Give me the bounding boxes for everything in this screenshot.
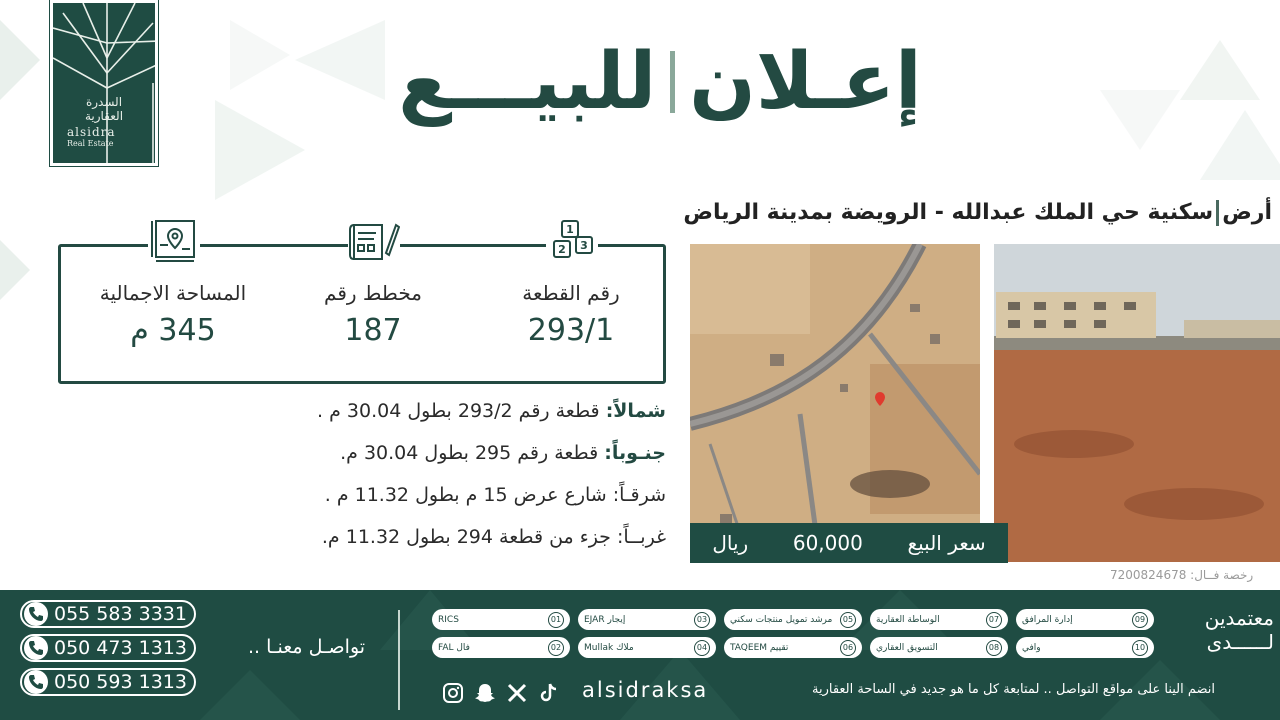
partner-03 <box>578 609 716 630</box>
total-area-label: المساحة الاجمالية <box>99 281 247 305</box>
boundary-south <box>66 438 666 480</box>
partner-03-name: إيجار EJAR <box>584 614 626 625</box>
bg-triangle <box>0 20 40 100</box>
license-number: رخصة فــال: 7200824678 <box>1110 568 1254 582</box>
property-info-box <box>58 223 666 384</box>
logo-ar-line2: العقارية <box>84 109 124 123</box>
partner-06 <box>724 637 862 658</box>
tiktok-icon[interactable] <box>536 680 562 706</box>
boundaries-list <box>66 396 666 564</box>
social-handle[interactable]: alsidraksa <box>582 678 709 702</box>
partner-08-num: 08 <box>986 640 1002 656</box>
accredited-line2: لــــــدى <box>1206 630 1274 654</box>
boundary-west-text: جزء من قطعة 294 بطول 11.32 م. <box>321 526 617 548</box>
bg-triangle <box>1180 40 1260 100</box>
partner-05-num: 05 <box>840 612 856 628</box>
bg-triangle <box>215 100 305 200</box>
boundary-south-text: قطعة رقم 295 بطول 30.04 م. <box>340 442 605 464</box>
bg-triangle <box>1100 90 1180 150</box>
page-title <box>380 22 940 142</box>
boundary-north-text: قطعة رقم 293/2 بطول 30.04 م . <box>317 400 606 422</box>
plan-number-label: مخطط رقم <box>324 281 422 305</box>
price-currency: ريال <box>712 531 749 555</box>
phone-icon <box>24 636 48 660</box>
plot-number-value: 293/1 <box>527 313 615 348</box>
partner-02-num: 02 <box>548 640 564 656</box>
follow-us-text: انضم الينا على مواقع التواصل .. لمتابعة كل ما هو جديد في الساحة العقارية <box>812 682 1216 697</box>
partner-10 <box>1016 637 1154 658</box>
phone-number-3-text: 050 593 1313 <box>54 671 187 693</box>
price-label: سعر البيع <box>907 531 986 555</box>
instagram-icon[interactable] <box>440 680 466 706</box>
boundary-north-dir: شمالاً: <box>605 400 666 422</box>
partner-01 <box>432 609 570 630</box>
footer-divider <box>398 610 400 710</box>
property-subtitle <box>683 200 1272 226</box>
partner-06-num: 06 <box>840 640 856 656</box>
x-icon[interactable] <box>504 680 530 706</box>
logo-arabic-name <box>57 95 151 123</box>
satellite-map-image <box>690 244 980 562</box>
phone-icon <box>24 602 48 626</box>
partner-09 <box>1016 609 1154 630</box>
partner-03-num: 03 <box>694 612 710 628</box>
total-area-value: 345 م <box>130 313 216 348</box>
snapchat-icon[interactable] <box>472 680 498 706</box>
partner-07-num: 07 <box>986 612 1002 628</box>
plot-number-label: رقم القطعة <box>522 281 620 305</box>
partner-09-num: 09 <box>1132 612 1148 628</box>
partner-06-name: تقييم TAQEEM <box>730 642 789 653</box>
partner-07 <box>870 609 1008 630</box>
boundary-west <box>66 522 666 564</box>
partner-08-name: التسويق العقاري <box>876 642 938 653</box>
partner-05 <box>724 609 862 630</box>
title-separator <box>670 51 675 113</box>
partner-04-name: ملاك Mullak <box>584 642 634 653</box>
title-part2: للبيـــع <box>398 37 657 127</box>
bg-triangle <box>0 240 30 300</box>
boundary-east-dir: شرقـاً: <box>612 484 666 506</box>
plan-number-value: 187 <box>344 313 402 348</box>
boundary-north <box>66 396 666 438</box>
phone-number-1-text: 055 583 3331 <box>54 603 187 625</box>
bg-triangle <box>230 20 290 90</box>
partner-07-name: الوساطة العقارية <box>876 614 940 625</box>
svg-text:1: 1 <box>566 223 574 236</box>
svg-text:3: 3 <box>580 239 588 252</box>
partner-05-name: مرشد تمويل منتجات سكني <box>730 614 833 625</box>
bg-triangle <box>295 20 385 100</box>
company-logo <box>50 0 158 166</box>
boundary-south-dir: جنـوباً: <box>604 442 666 464</box>
subtitle-separator <box>1216 200 1219 226</box>
partner-01-num: 01 <box>548 612 564 628</box>
map-area-icon <box>148 215 200 267</box>
partner-09-name: إدارة المرافق <box>1022 614 1073 625</box>
phone-number-2-text: 050 473 1313 <box>54 637 187 659</box>
phone-number-1[interactable] <box>20 600 196 628</box>
phone-number-2[interactable] <box>20 634 196 662</box>
phone-icon <box>24 670 48 694</box>
subtitle-location: سكنية حي الملك عبدالله - الرويضة بمدينة الرياض <box>683 200 1214 225</box>
price-value: 60,000 <box>792 531 863 555</box>
svg-text:2: 2 <box>558 243 566 256</box>
price-bar <box>690 523 1008 563</box>
partner-10-num: 10 <box>1132 640 1148 656</box>
subtitle-type: أرض <box>1222 200 1272 225</box>
accredited-by-label <box>1160 606 1274 654</box>
partner-01-name: RICS <box>438 614 459 625</box>
boundary-west-dir: غربــاً: <box>616 526 666 548</box>
bg-triangle <box>1200 110 1280 180</box>
blueprint-icon <box>348 215 400 267</box>
logo-english-subtitle: Real Estate <box>67 139 114 148</box>
partner-02-name: فال FAL <box>438 642 470 653</box>
boundary-east-text: شارع عرض 15 م بطول 11.32 م . <box>324 484 613 506</box>
partner-04-num: 04 <box>694 640 710 656</box>
boundary-east <box>66 480 666 522</box>
site-photo <box>994 244 1280 562</box>
accredited-line1: معتمدين <box>1204 606 1274 630</box>
logo-ar-line1: السدرة <box>85 95 123 109</box>
numbered-blocks-icon <box>546 215 598 267</box>
partner-10-name: وافي <box>1022 642 1041 653</box>
partner-02 <box>432 637 570 658</box>
phone-number-3[interactable] <box>20 668 196 696</box>
logo-english-name: alsidra <box>67 125 116 139</box>
partner-08 <box>870 637 1008 658</box>
contact-label: تواصـل معنـا .. <box>248 636 366 658</box>
partner-04 <box>578 637 716 658</box>
title-part1: إعـلان <box>689 37 922 127</box>
